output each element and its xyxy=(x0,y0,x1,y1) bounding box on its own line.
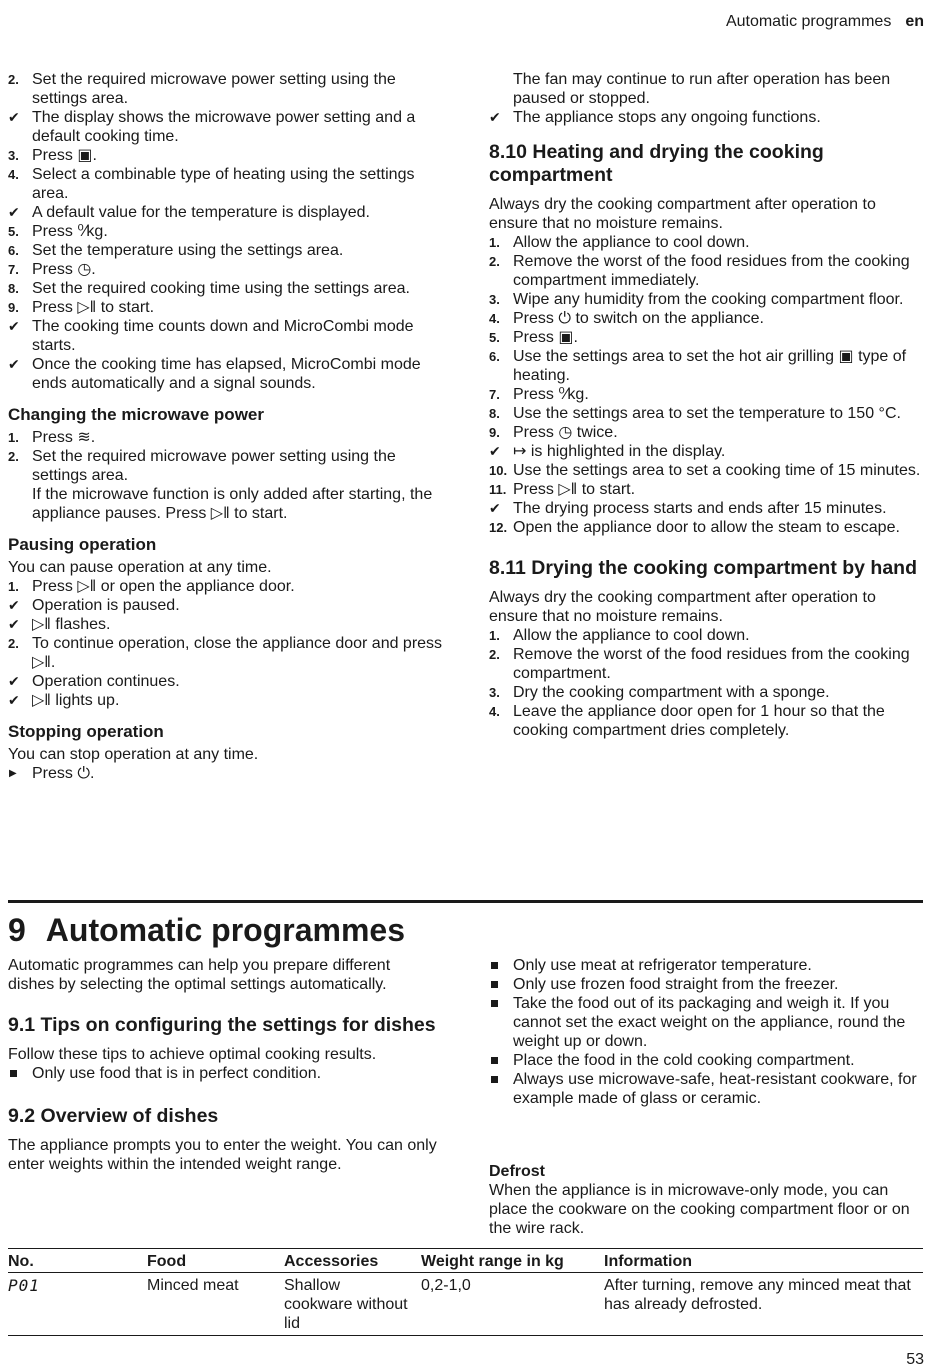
pausing-heading: Pausing operation xyxy=(8,535,157,554)
list-item xyxy=(489,309,925,328)
arrow-icon: ▶ xyxy=(9,768,17,779)
step-number: 8. xyxy=(489,406,500,421)
result-item: ✔ ▷ǁ flashes. xyxy=(8,616,111,633)
step-number: 11. xyxy=(489,482,507,497)
list-item: 2. To continue operation, close the appliance door and press ▷ǁ. xyxy=(8,635,443,671)
list-item xyxy=(489,480,925,499)
step-number: 5. xyxy=(489,330,500,345)
list-item xyxy=(8,298,448,317)
check-icon: ✔ xyxy=(489,109,501,125)
step-text: Press ⁰⁄kg. xyxy=(513,386,589,403)
step-number: 5. xyxy=(8,224,19,239)
chapter-heading xyxy=(8,900,923,949)
bullet-text: Only use food that is in perfect condition. xyxy=(32,1065,322,1082)
result-item xyxy=(8,317,448,355)
check-icon: ✔ xyxy=(8,673,20,689)
step-text: Press ⏻ to switch on the appliance. xyxy=(513,310,765,327)
step-number: 10. xyxy=(489,463,508,478)
column-header: Weight range in kg xyxy=(421,1249,604,1273)
bullet-square-icon xyxy=(491,962,498,969)
list-item xyxy=(489,626,925,645)
result-item: ✔ ▷ǁ lights up. xyxy=(8,692,120,709)
check-icon: ✔ xyxy=(8,356,20,372)
step-text: Remove the worst of the food residues from the cooking compartment. xyxy=(513,646,910,682)
list-item xyxy=(489,252,925,290)
table-cell: After turning, remove any minced meat that has already defrosted. xyxy=(604,1273,923,1336)
chapter-number: 9 xyxy=(8,912,26,948)
step-text: Press ▣. xyxy=(513,329,578,346)
step-number: 1. xyxy=(489,235,500,250)
step-number: 4. xyxy=(8,167,19,182)
step-text: Set the required microwave power setting using the settings area. xyxy=(32,71,396,107)
table-header-row xyxy=(8,1249,923,1273)
table-row xyxy=(8,1273,923,1336)
bullet-square-icon xyxy=(491,1000,498,1007)
section-heading-9-1: 9.1 Tips on configuring the settings for dishes xyxy=(8,1014,436,1036)
column-header: No. xyxy=(8,1249,147,1273)
step-number: 12. xyxy=(489,520,508,535)
result-item: ✔ Operation is paused. xyxy=(8,597,180,614)
bullet-text: Only use frozen food straight from the freezer. xyxy=(513,976,839,993)
stopping-heading: Stopping operation xyxy=(8,722,164,741)
check-icon: ✔ xyxy=(8,204,20,220)
list-item: 1. Press ≋. xyxy=(8,429,96,446)
check-icon: ✔ xyxy=(8,616,20,632)
header-title: Automatic programmes xyxy=(725,13,892,30)
step-text: Press ▷ǁ to start. xyxy=(513,481,636,498)
step-text: Set the temperature using the settings area. xyxy=(32,242,344,259)
result-item xyxy=(8,203,448,222)
step-text: Wipe any humidity from the cooking compartment floor. xyxy=(513,291,904,308)
result-item xyxy=(489,442,925,461)
stopping-intro: You can stop operation at any time. xyxy=(8,746,259,763)
result-item xyxy=(489,499,925,518)
column-header: Food xyxy=(147,1249,284,1273)
list-item xyxy=(489,233,925,252)
step-text: The cooking time counts down and MicroCombi mode starts. xyxy=(32,318,414,354)
right-column xyxy=(489,70,925,740)
bullet-list xyxy=(489,956,925,1108)
changing-heading: Changing the microwave power xyxy=(8,405,264,424)
step-text: The drying process starts and ends after 15 minutes. xyxy=(513,500,887,517)
bullet-item xyxy=(489,975,925,994)
step-text: The display shows the microwave power setting and a default cooking time. xyxy=(32,109,416,145)
step-text: Press ◷. xyxy=(32,261,96,278)
section-intro: Always dry the cooking compartment after operation to ensure that no moisture remains. xyxy=(489,589,876,625)
list-item xyxy=(489,404,925,423)
list-item xyxy=(489,385,925,404)
result-item xyxy=(8,355,448,393)
step-number: 3. xyxy=(489,292,500,307)
list-item xyxy=(8,70,448,108)
bullet-item xyxy=(8,1064,438,1083)
defrost-heading: Defrost xyxy=(489,1163,546,1180)
step-number: 2. xyxy=(8,72,19,87)
step-number: 3. xyxy=(8,148,19,163)
step-text: Press ▷ǁ to start. xyxy=(32,299,155,316)
section-intro: Follow these tips to achieve optimal cooking results. xyxy=(8,1046,377,1063)
step-list xyxy=(489,233,925,537)
continued-text: The fan may continue to run after operation has been paused or stopped. xyxy=(513,71,891,107)
step-text: Remove the worst of the food residues from the cooking compartment immediately. xyxy=(513,253,910,289)
table-cell: Shallow cookware without lid xyxy=(284,1273,421,1336)
step-number: 1. xyxy=(489,628,500,643)
step-number: 7. xyxy=(489,387,500,402)
list-item xyxy=(8,241,448,260)
list-item: 2. Set the required microwave power setting using the settings area. xyxy=(8,448,396,484)
programme-number: P01 xyxy=(8,1273,147,1336)
bullet-list xyxy=(8,1064,438,1083)
step-number: 2. xyxy=(489,254,500,269)
list-item xyxy=(489,702,925,740)
step-number: 9. xyxy=(489,425,500,440)
step-text: Press ⁰⁄kg. xyxy=(32,223,108,240)
chapter-left xyxy=(8,956,438,1174)
result-item: ✔ The appliance stops any ongoing functions. xyxy=(489,109,821,126)
list-item xyxy=(489,518,925,537)
page-number: 53 xyxy=(906,1351,924,1368)
step-number: 4. xyxy=(489,311,500,326)
list-item: ▶ Press ⏻. xyxy=(9,765,95,782)
step-number: 7. xyxy=(8,262,19,277)
check-icon: ✔ xyxy=(489,500,501,516)
step-text: Use the settings area to set a cooking time of 15 minutes. xyxy=(513,462,921,479)
section-heading-9-2: 9.2 Overview of dishes xyxy=(8,1105,219,1127)
dishes-table xyxy=(8,1248,923,1336)
step-text: Open the appliance door to allow the steam to escape. xyxy=(513,519,900,536)
step-number: 3. xyxy=(489,685,500,700)
step-number: 4. xyxy=(489,704,500,719)
step-number: 6. xyxy=(489,349,500,364)
chapter-title: Automatic programmes xyxy=(45,912,405,948)
bullet-item xyxy=(489,994,925,1051)
bullet-text: Always use microwave-safe, heat-resistant cookware, for example made of glass or ceramic. xyxy=(513,1071,917,1107)
check-icon: ✔ xyxy=(8,109,20,125)
bullet-item xyxy=(489,1070,925,1108)
bullet-square-icon xyxy=(491,1076,498,1083)
table-cell: Minced meat xyxy=(147,1273,284,1336)
bullet-item xyxy=(489,956,925,975)
list-item xyxy=(489,683,925,702)
defrost-text: When the appliance is in microwave-only mode, you can place the cookware on the cooking compartment floor or on the wire rack. xyxy=(489,1182,910,1237)
list-item xyxy=(489,328,925,347)
section-intro: Always dry the cooking compartment after operation to ensure that no moisture remains. xyxy=(489,196,876,232)
step-number: 6. xyxy=(8,243,19,258)
check-icon: ✔ xyxy=(8,692,20,708)
section-heading-8-10: 8.10 Heating and drying the cooking compartment xyxy=(489,141,824,186)
list-item xyxy=(489,461,925,480)
bullet-item xyxy=(489,1051,925,1070)
step-text: Use the settings area to set the hot air grilling ▣ type of heating. xyxy=(513,348,907,384)
bullet-square-icon xyxy=(491,1057,498,1064)
step-text: Select a combinable type of heating using the settings area. xyxy=(32,166,415,202)
list-item xyxy=(8,222,448,241)
step-number: 9. xyxy=(8,300,19,315)
step-text: Allow the appliance to cool down. xyxy=(513,234,750,251)
section-intro: The appliance prompts you to enter the weight. You can only enter weights within the intended weight range. xyxy=(8,1137,437,1173)
left-column xyxy=(8,70,448,783)
list-item xyxy=(8,146,448,165)
list-item xyxy=(489,347,925,385)
step-text: A default value for the temperature is displayed. xyxy=(32,204,370,221)
step-text: Dry the cooking compartment with a sponge. xyxy=(513,684,830,701)
step-text: Press ▣. xyxy=(32,147,97,164)
bullet-text: Place the food in the cold cooking compartment. xyxy=(513,1052,855,1069)
bullet-text: Only use meat at refrigerator temperature. xyxy=(513,957,812,974)
bullet-text: Take the food out of its packaging and weigh it. If you cannot set the exact weight on the appliance, round the weight up or down. xyxy=(513,995,906,1050)
section-heading-8-11: 8.11 Drying the cooking compartment by hand xyxy=(489,557,918,579)
language-code: en xyxy=(905,13,924,30)
check-icon: ✔ xyxy=(8,318,20,334)
step-text: ↦ is highlighted in the display. xyxy=(513,443,726,460)
page-header xyxy=(726,12,924,31)
list-item xyxy=(8,165,448,203)
result-item: ✔ Operation continues. xyxy=(8,673,180,690)
chapter-right xyxy=(489,956,925,1238)
step-text: Allow the appliance to cool down. xyxy=(513,627,750,644)
list-item xyxy=(8,279,448,298)
list-item xyxy=(489,423,925,442)
table-cell: 0,2-1,0 xyxy=(421,1273,604,1336)
check-icon: ✔ xyxy=(489,443,501,459)
list-item: 1. Press ▷ǁ or open the appliance door. xyxy=(8,578,295,595)
chapter-intro: Automatic programmes can help you prepare different dishes by selecting the optimal settings automatically. xyxy=(8,957,391,993)
pausing-intro: You can pause operation at any time. xyxy=(8,559,272,576)
bullet-square-icon xyxy=(10,1070,17,1077)
bullet-square-icon xyxy=(491,981,498,988)
step-text: Use the settings area to set the temperature to 150 °C. xyxy=(513,405,901,422)
note-text: If the microwave function is only added after starting, the appliance pauses. Press ▷ǁ to start. xyxy=(32,486,433,522)
step-text: Set the required cooking time using the settings area. xyxy=(32,280,410,297)
list-item xyxy=(8,260,448,279)
result-item xyxy=(8,108,448,146)
check-icon: ✔ xyxy=(8,597,20,613)
step-text: Once the cooking time has elapsed, MicroCombi mode ends automatically and a signal sounds. xyxy=(32,356,421,392)
column-header: Information xyxy=(604,1249,923,1273)
step-text: Press ◷ twice. xyxy=(513,424,618,441)
step-number: 2. xyxy=(489,647,500,662)
list-item xyxy=(489,645,925,683)
list-item xyxy=(489,290,925,309)
column-header: Accessories xyxy=(284,1249,421,1273)
step-number: 8. xyxy=(8,281,19,296)
step-text: Leave the appliance door open for 1 hour so that the cooking compartment dries completely. xyxy=(513,703,885,739)
step-list xyxy=(8,70,448,393)
step-list xyxy=(489,626,925,740)
